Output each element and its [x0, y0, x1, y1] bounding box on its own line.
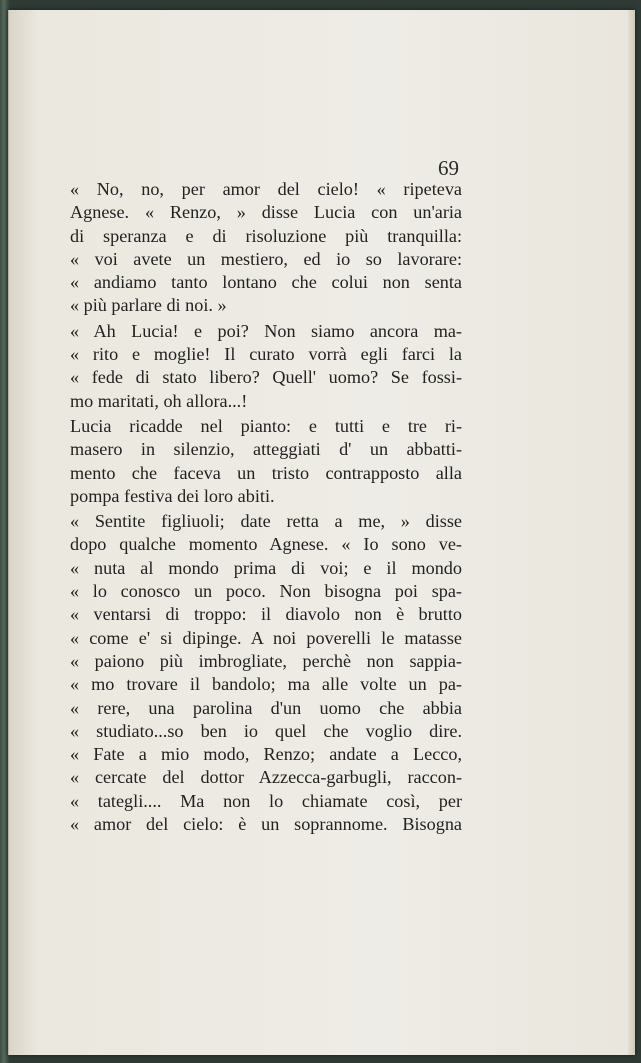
text-line: di speranza e di risoluzione più tranquilla: — [70, 225, 462, 246]
text-line: « nuta al mondo prima di voi; e il mondo — [70, 557, 462, 578]
text-line: « andiamo tanto lontano che colui non senta — [70, 272, 462, 293]
text-line: « rere, una parolina d'un uomo che abbia — [70, 697, 462, 718]
text-line: « Ah Lucia! e poi? Non siamo ancora ma- — [70, 320, 462, 341]
paragraph — [70, 415, 462, 508]
text-line: mo maritati, oh allora...! — [70, 390, 248, 411]
text-line: « più parlare di noi. » — [70, 295, 227, 316]
text-line: « Sentite figliuoli; date retta a me, » disse — [70, 511, 462, 532]
paragraph — [70, 320, 462, 413]
text-line: « voi avete un mestiero, ed io so lavorare: — [70, 248, 462, 269]
paragraph — [70, 178, 462, 318]
text-line: « mo trovare il bandolo; ma alle volte un pa- — [70, 674, 462, 695]
text-line: pompa festiva dei loro abiti. — [70, 485, 275, 506]
text-line: « Fate a mio modo, Renzo; andate a Lecco, — [70, 744, 462, 765]
text-line: « lo conosco un poco. Non bisogna poi spa- — [70, 581, 462, 602]
text-line: Agnese. « Renzo, » disse Lucia con un'aria — [70, 202, 462, 223]
text-line: « ventarsi di troppo: il diavolo non è brutto — [70, 604, 462, 625]
text-line: mento che faceva un tristo contrapposto alla — [70, 462, 462, 483]
text-line: dopo qualche momento Agnese. « Io sono ve- — [70, 534, 462, 555]
text-line: « studiato...so ben io quel che voglio dire. — [70, 720, 462, 741]
text-line: « paiono più imbrogliate, perchè non sappia- — [70, 650, 462, 671]
text-line: « come e' si dipinge. A noi poverelli le matasse — [70, 627, 462, 648]
text-line: « amor del cielo: è un soprannome. Bisogna — [70, 814, 462, 835]
page-edge-shadow — [628, 10, 635, 1055]
text-line: « cercate del dottor Azzecca-garbugli, raccon- — [70, 767, 462, 788]
page-text — [70, 178, 462, 836]
text-line: « tategli.... Ma non lo chiamate così, per — [70, 790, 462, 811]
text-line: « No, no, per amor del cielo! « ripeteva — [70, 179, 462, 199]
text-line: masero in silenzio, atteggiati d' un abbatti- — [70, 439, 462, 460]
text-line: « rito e moglie! Il curato vorrà egli farci la — [70, 344, 462, 365]
page-number: 69 — [438, 156, 459, 180]
text-line: Lucia ricadde nel pianto: e tutti e tre ri- — [70, 415, 462, 436]
text-line: « fede di stato libero? Quell' uomo? Se fossi- — [70, 367, 462, 388]
paragraph — [70, 510, 462, 836]
